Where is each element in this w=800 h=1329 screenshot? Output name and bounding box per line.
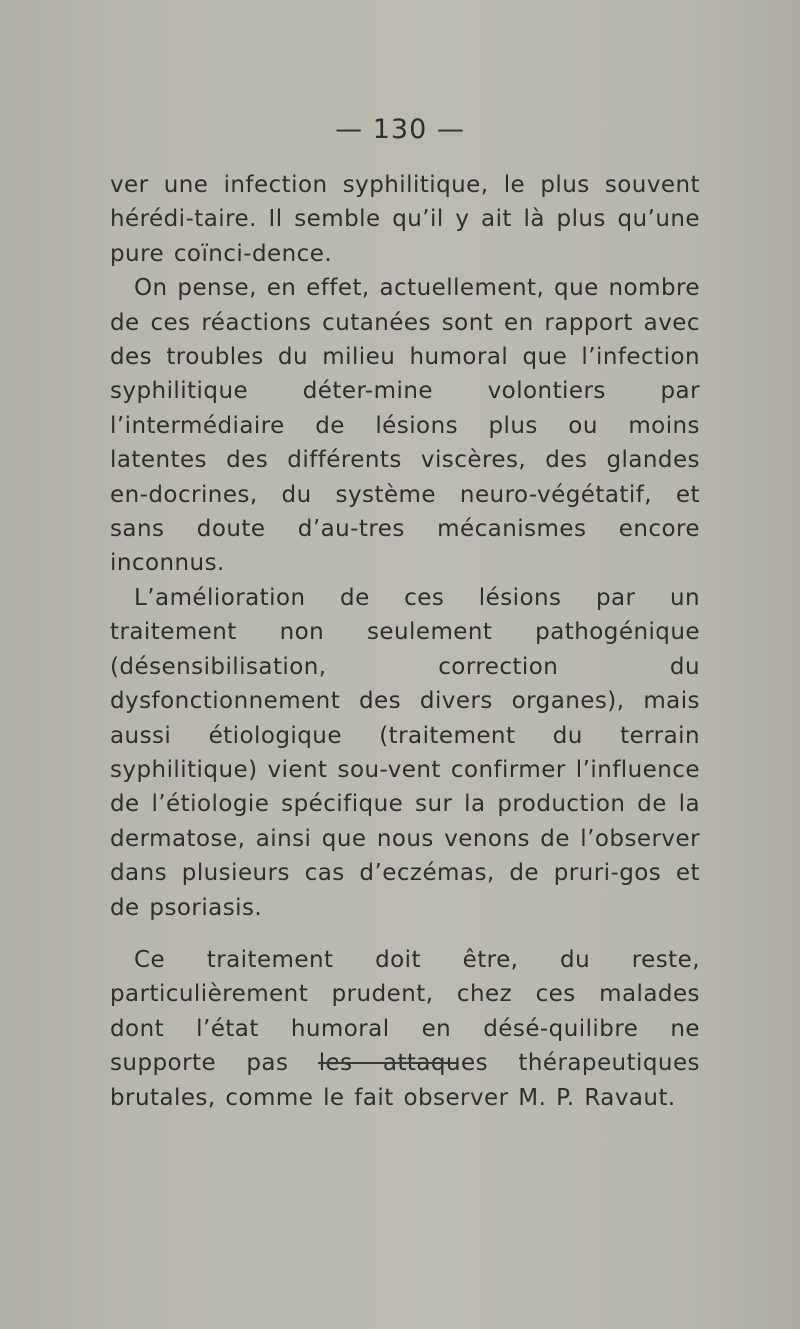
paragraph-3: L’amélioration de ces lésions par un traitement non seulement pathogénique (désensibilisation, correction du dysfonctionnement des divers organes), mais aussi étiologique (traitement du terrain syphilitique) vient sou-vent confirmer l’influence de l’étiologie spécifique sur la production de la dermatose, ainsi que nous venons de l’observer dans plusieurs cas d’eczémas, de pruri-gos et de psoriasis. xyxy=(110,584,700,921)
body-text xyxy=(110,168,700,1115)
paragraph-4: Ce traitement doit être, du reste, particulièrement prudent, chez ces malades dont l’état humoral en désé-quilibre ne supporte pas les attaques thérapeutiques brutales, comme le fait observer M. P. Ravaut. xyxy=(110,946,700,1111)
end-rule xyxy=(318,1062,458,1064)
page-number: — 130 — xyxy=(335,114,465,145)
paragraph-2: On pense, en effet, actuellement, que nombre de ces réactions cutanées sont en rapport avec des troubles du milieu humoral que l’infection syphilitique déter-mine volontiers par l’intermédiaire de lésions plus ou moins latentes des différents viscères, des glandes en-docrines, du système neuro-végétatif, et sans doute d’au-tres mécanismes encore inconnus. xyxy=(110,275,700,577)
paragraph-1: ver une infection syphilitique, le plus souvent hérédi-taire. Il semble qu’il y ait là plus qu’une pure coïnci-dence. xyxy=(110,172,700,267)
